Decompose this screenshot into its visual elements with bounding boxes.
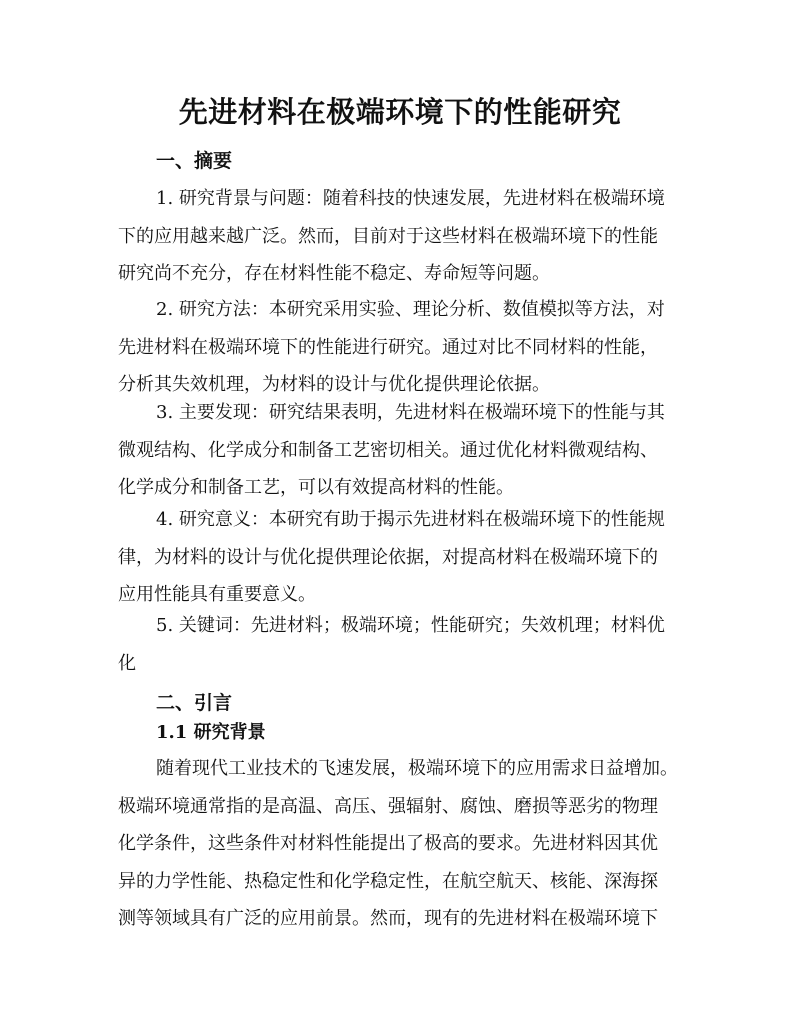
subsection-heading-background: 1.1 研究背景 [156,722,266,743]
document-title: 先进材料在极端环境下的性能研究 [178,95,622,129]
abstract-keywords-paragraph [118,607,684,682]
text-line: 1. 研究背景与问题：随着科技的快速发展，先进材料在极端环境 [156,188,665,209]
section-heading-introduction: 二、引言 [156,692,233,714]
text-line: 化学成分和制备工艺，可以有效提高材料的性能。 [118,477,514,498]
introduction-paragraph [118,750,684,938]
text-line: 研究尚不充分，存在材料性能不稳定、寿命短等问题。 [118,263,550,284]
abstract-findings-paragraph [118,394,684,507]
text-line: 下的应用越来越广泛。然而，目前对于这些材料在极端环境下的性能 [118,225,658,247]
section-heading-abstract: 一、摘要 [156,150,233,172]
text-line: 2. 研究方法：本研究采用实验、理论分析、数值模拟等方法，对 [156,299,665,320]
text-line: 化 [118,652,136,674]
abstract-background-paragraph [118,180,684,293]
text-line: 3. 主要发现：研究结果表明，先进材料在极端环境下的性能与其 [156,402,665,423]
text-line: 极端环境通常指的是高温、高压、强辐射、腐蚀、磨损等恶劣的物理 [118,795,658,817]
text-line: 4. 研究意义：本研究有助于揭示先进材料在极端环境下的性能规 [156,509,665,530]
text-line: 分析其失效机理，为材料的设计与优化提供理论依据。 [118,374,550,395]
text-line: 律，为材料的设计与优化提供理论依据，对提高材料在极端环境下的 [118,546,658,568]
text-line: 微观结构、化学成分和制备工艺密切相关。通过优化材料微观结构、 [118,439,658,461]
text-line: 先进材料在极端环境下的性能进行研究。通过对比不同材料的性能， [118,336,658,358]
abstract-significance-paragraph [118,501,684,614]
text-line: 随着现代工业技术的飞速发展，极端环境下的应用需求日益增加。 [156,758,678,779]
text-line: 异的力学性能、热稳定性和化学稳定性，在航空航天、核能、深海探 [118,870,658,892]
abstract-methods-paragraph [118,291,684,404]
text-line: 测等领域具有广泛的应用前景。然而，现有的先进材料在极端环境下 [118,908,658,929]
text-line: 化学条件，这些条件对材料性能提出了极高的要求。先进材料因其优 [118,833,658,854]
text-line: 应用性能具有重要意义。 [118,584,316,605]
text-line: 5. 关键词：先进材料；极端环境；性能研究；失效机理；材料优 [156,615,665,636]
